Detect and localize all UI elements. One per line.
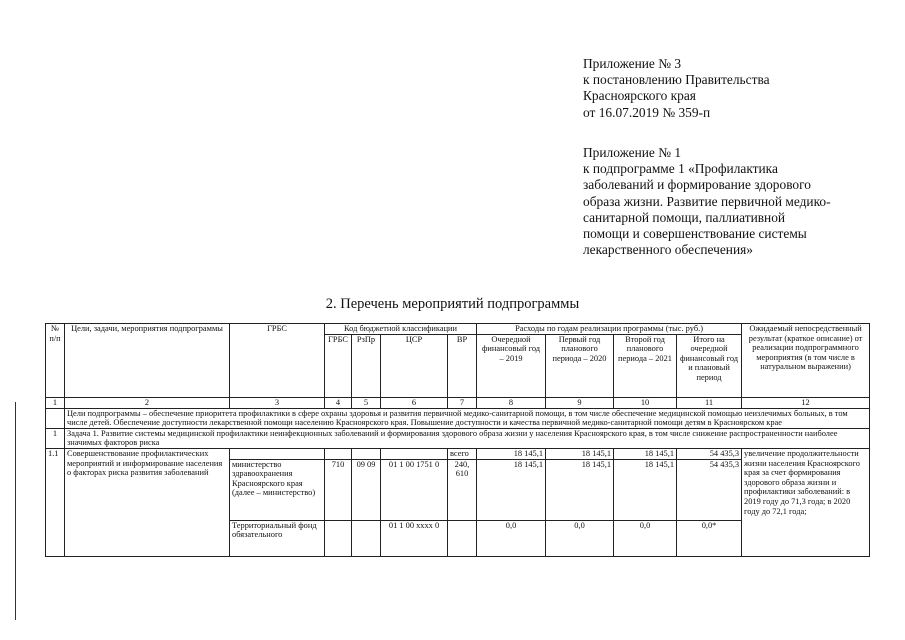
total-2019: 18 145,1	[477, 448, 546, 459]
appendix-1-line: лекарственного обеспечения»	[583, 242, 753, 258]
ministry-sum: 54 435,3	[677, 459, 742, 520]
appendix-3-line: Красноярского края	[583, 88, 696, 104]
measures-table	[45, 323, 870, 557]
task-text: Задача 1. Развитие системы медицинской профилактики неинфекционных заболеваний и формирования здорового образа жизни у населения Красноярского края, в том числе снижение распространенности наиболее значимых факторов риска	[65, 428, 870, 448]
subheader-year-2020: Первый год планового периода – 2020	[546, 334, 614, 397]
appendix-1-line: помощи и совершенствование системы	[583, 226, 807, 242]
ministry-rzpr: 09 09	[352, 459, 381, 520]
header-num: № п/п	[46, 324, 65, 398]
column-number: 3	[230, 397, 325, 408]
goal-text: Цели подпрограммы – обеспечение приоритета профилактики в сфере охраны здоровья и развития первичной медико-санитарной помощи, в том числе обеспечение медицинской помощью неизлечимых больных, в том числе детей. Обеспечение доступности лекарственной помощи населению Красноярского края. Повышение доступности и качества первичной медико-санитарной помощи детям в Красноярском крае	[65, 408, 870, 428]
measure-total-row	[46, 448, 870, 459]
column-number: 7	[448, 397, 477, 408]
fund-2021: 0,0	[614, 520, 677, 556]
measure-text: Совершенствование профилактических мероприятий и информирование населения о факторах риска развития заболеваний	[65, 448, 230, 556]
appendix-1-line: санитарной помощи, паллиативной	[583, 209, 786, 225]
column-number: 9	[546, 397, 614, 408]
fund-2020: 0,0	[546, 520, 614, 556]
appendix-3-line: к постановлению Правительства	[583, 72, 770, 88]
subheader-grbs: ГРБС	[325, 334, 352, 397]
appendix-1-header	[583, 145, 831, 258]
appendix-1-line: образа жизни. Развитие первичной медико-	[583, 193, 831, 209]
subheader-year-2021: Второй год планового периода – 2021	[614, 334, 677, 397]
subheader-vr: ВР	[448, 334, 477, 397]
total-row-label: всего	[448, 448, 477, 459]
column-number: 4	[325, 397, 352, 408]
ministry-name: министерство здравоохранения Красноярского края (далее – министерство)	[230, 459, 325, 520]
header-grbs: ГРБС	[230, 324, 325, 398]
appendix-3-line: Приложение № 3	[583, 56, 682, 71]
goal-row	[46, 408, 870, 428]
ministry-2019: 18 145,1	[477, 459, 546, 520]
measure-num: 1.1	[46, 448, 65, 556]
ministry-2021: 18 145,1	[614, 459, 677, 520]
appendix-3-header	[583, 56, 770, 121]
appendix-1-line: Приложение № 1	[583, 145, 682, 160]
ministry-csr: 01 1 00 1751 0	[381, 459, 448, 520]
header-budget-code: Код бюджетной классификации	[325, 324, 477, 335]
total-2021: 18 145,1	[614, 448, 677, 459]
appendix-3-line: от 16.07.2019 № 359-п	[583, 104, 711, 120]
fund-name: Территориальный фонд обязательного	[230, 520, 325, 556]
header-row	[46, 324, 870, 335]
column-number: 5	[352, 397, 381, 408]
fund-csr: 01 1 00 xxxx 0	[381, 520, 448, 556]
ministry-vr: 240, 610	[448, 459, 477, 520]
header-result: Ожидаемый непосредственный результат (краткое описание) от реализации подпрограммного мероприятия (в том числе в натуральном выражении)	[742, 324, 870, 398]
fund-2019: 0,0	[477, 520, 546, 556]
section-title: 2. Перечень мероприятий подпрограммы	[325, 296, 580, 312]
column-number: 2	[65, 397, 230, 408]
subheader-year-2019: Очередной финансовый год – 2019	[477, 334, 546, 397]
header-expenses: Расходы по годам реализации программы (тыс. руб.)	[477, 324, 742, 335]
fund-sum: 0,0*	[677, 520, 742, 556]
total-2020: 18 145,1	[546, 448, 614, 459]
column-number: 10	[614, 397, 677, 408]
measure-result: увеличение продолжительности жизни населения Красноярского края за счет формирования здорового образа жизни и профилактики заболеваний: в 2019 году до 71,3 года; в 2020 году до 72,1 года;	[742, 448, 870, 556]
subheader-rzpr: РзПр	[352, 334, 381, 397]
subheader-total: Итого на очередной финансовый год и плановый период	[677, 334, 742, 397]
task-num: 1	[46, 428, 65, 448]
column-number: 8	[477, 397, 546, 408]
ministry-2020: 18 145,1	[546, 459, 614, 520]
column-number: 12	[742, 397, 870, 408]
column-number-row	[46, 397, 870, 408]
subheader-csr: ЦСР	[381, 334, 448, 397]
margin-line	[15, 402, 16, 620]
task-row	[46, 428, 870, 448]
column-number: 1	[46, 397, 65, 408]
total-sum: 54 435,3	[677, 448, 742, 459]
header-goals: Цели, задачи, мероприятия подпрограммы	[65, 324, 230, 398]
appendix-1-line: к подпрограмме 1 «Профилактика	[583, 161, 778, 177]
appendix-1-line: заболеваний и формирование здорового	[583, 177, 811, 193]
ministry-grbs: 710	[325, 459, 352, 520]
column-number: 11	[677, 397, 742, 408]
column-number: 6	[381, 397, 448, 408]
